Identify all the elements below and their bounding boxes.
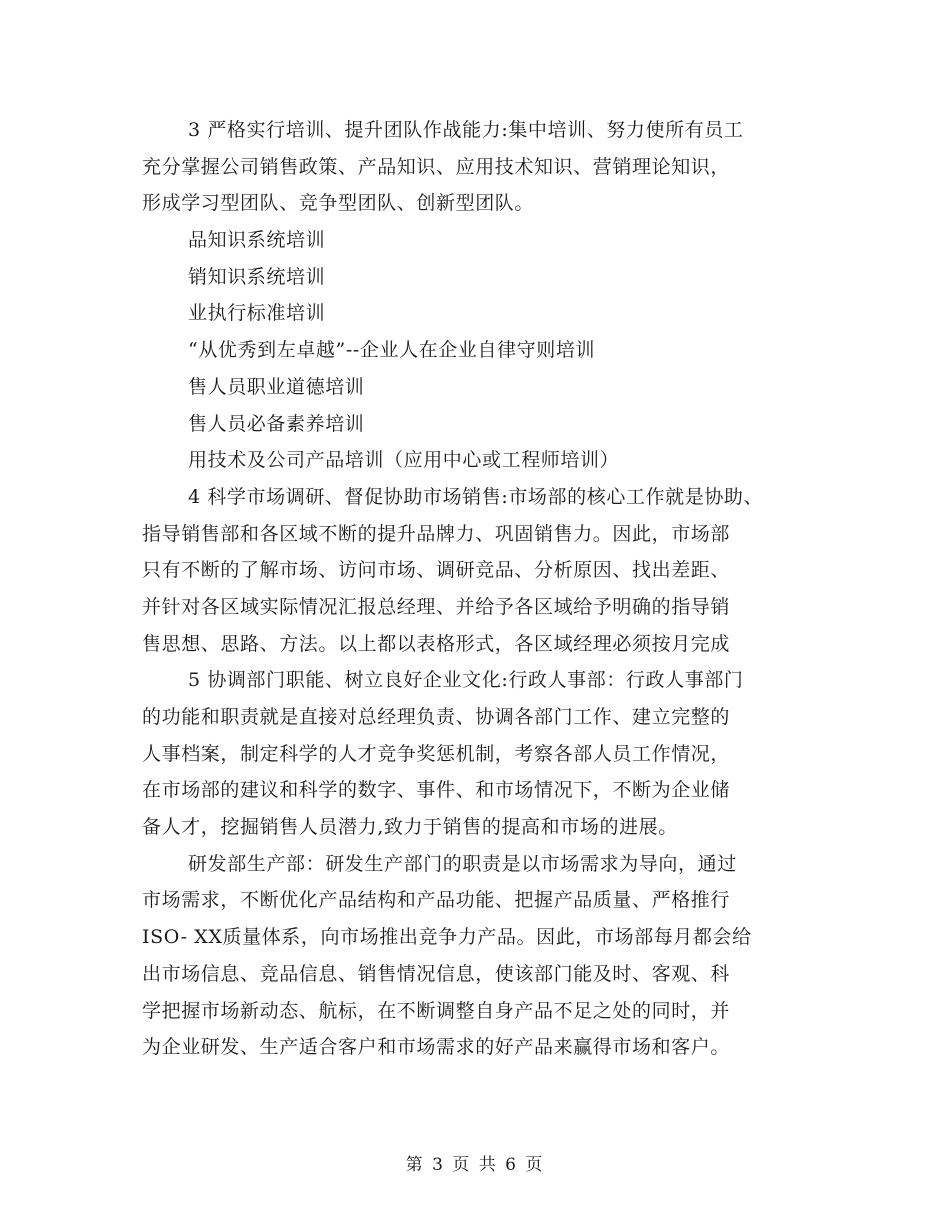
text-line: 人事档案，制定科学的人才竞争奖惩机制，考察各部人员工作情况，	[142, 742, 731, 765]
text-line: 形成学习型团队、竞争型团队、创新型团队。	[142, 192, 535, 215]
text-line: 业执行标准培训	[188, 302, 326, 325]
text-line: 在市场部的建议和科学的数字、事件、和市场情况下，不断为企业储	[142, 779, 731, 802]
text-line: 售思想、思路、方法。以上都以表格形式，各区域经理必须按月完成	[142, 632, 731, 655]
text-line: 备人才，挖掘销售人员潜力,致力于销售的提高和市场的进展。	[142, 816, 678, 839]
text-line: 售人员职业道德培训	[188, 375, 365, 398]
text-line: 5 协调部门职能、树立良好企业文化:行政人事部：行政人事部门	[188, 669, 744, 692]
text-line: 为企业研发、生产适合客户和市场需求的好产品来赢得市场和客户。	[142, 1036, 731, 1059]
text-line: 只有不断的了解市场、访问市场、调研竞品、分析原因、找出差距、	[142, 559, 731, 582]
text-line: 销知识系统培训	[188, 265, 326, 288]
text-line: ISO- XX质量体系，向市场推出竞争力产品。因此，市场部每月都会给	[142, 926, 752, 949]
text-line: 的功能和职责就是直接对总经理负责、协调各部门工作、建立完整的	[142, 706, 731, 728]
text-line: 售人员必备素养培训	[188, 412, 365, 435]
text-line: 品知识系统培训	[188, 229, 326, 252]
text-line: 充分掌握公司销售政策、产品知识、应用技术知识、营销理论知识，	[142, 155, 731, 178]
page-number-footer: 第 3 页 共 6 页	[405, 1155, 545, 1175]
text-line: 学把握市场新动态、航标，在不断调整自身产品不足之处的同时，并	[142, 999, 731, 1022]
text-line: 并针对各区域实际情况汇报总经理、并给予各区域给予明确的指导销	[142, 595, 731, 618]
text-line: “从优秀到左卓越”--企业人在企业自律守则培训	[188, 339, 596, 362]
text-line: 市场需求，不断优化产品结构和产品功能、把握产品质量、严格推行	[142, 889, 731, 912]
text-line: 指导销售部和各区域不断的提升品牌力、巩固销售力。因此，市场部	[142, 522, 731, 545]
text-line: 研发部生产部：研发生产部门的职责是以市场需求为导向，通过	[188, 852, 737, 875]
text-line: 4 科学市场调研、督促协助市场销售:市场部的核心工作就是协助、	[188, 485, 764, 508]
text-line: 出市场信息、竞品信息、销售情况信息，使该部门能及时、客观、科	[142, 962, 731, 985]
text-line: 用技术及公司产品培训（应用中心或工程师培训）	[188, 449, 620, 472]
text-line: 3 严格实行培训、提升团队作战能力:集中培训、努力使所有员工	[188, 119, 744, 141]
document-body	[142, 112, 822, 1066]
